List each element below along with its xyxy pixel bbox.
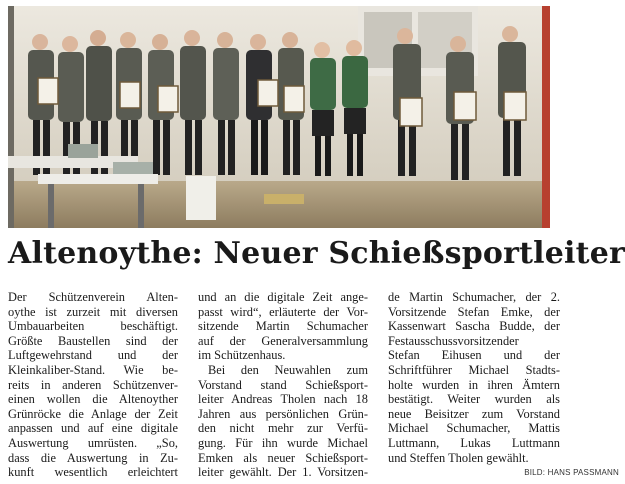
text-line: den nicht mehr zur Verfü-	[198, 421, 368, 436]
text-line: neue Beisitzer zum Vorstand	[388, 406, 560, 421]
text-line: Kleinkaliber-Stand. Wie be-	[8, 362, 178, 377]
text-line: Emken als neuer Schießsport-	[198, 450, 368, 465]
text-line: und Steffen Tholen gewählt.	[388, 450, 529, 465]
text-line: Vorsitzende Stefan Emke, der	[388, 304, 560, 319]
text-line: de Martin Schumacher, der 2.	[388, 290, 560, 304]
text-line: Schriftführer Michael Stadts-	[388, 362, 560, 377]
article-column-1	[8, 290, 178, 480]
group-photo-illustration	[8, 6, 550, 228]
text-line: Auswertung umrüsten. „So,	[8, 435, 178, 450]
photo-credit: BILD: HANS PASSMANN	[524, 468, 619, 477]
article-column-3	[388, 290, 560, 465]
text-line: Bei den Neuwahlen zum	[208, 362, 368, 377]
headline: Altenoythe: Neuer Schießsportleiter	[8, 236, 625, 271]
text-line: Jahren aus persönlichen Grün-	[198, 406, 368, 421]
text-line: im Schützenhaus.	[198, 348, 286, 363]
text-line: bestätigt. Weiter wurden als	[388, 392, 560, 407]
article-body	[8, 290, 560, 480]
text-line: auf der Generalversammlung	[198, 333, 368, 348]
text-line: leiter Andreas Tholen nach 18	[198, 392, 368, 407]
text-line: sitzende Martin Schumacher	[198, 319, 368, 334]
text-line: und an die digitale Zeit ange-	[198, 290, 368, 304]
text-line: Stefan Eihusen und der	[388, 348, 560, 363]
text-line: Vorstand stand Schießsport-	[198, 377, 368, 392]
article-column-2	[198, 290, 368, 480]
text-line: anpassen und auf eine digitale	[8, 421, 178, 436]
text-line: Umbauarbeiten beschäftigt.	[8, 319, 178, 334]
text-line: holte wurden in ihren Ämtern	[388, 377, 560, 392]
text-line: Kassenwart Sascha Budde, der	[388, 319, 560, 334]
text-line: Festausschussvorsitzender	[388, 333, 519, 348]
text-line: Grünröcke die Anlage der Zeit	[8, 406, 178, 421]
text-line: gung. Für ihn wurde Michael	[198, 435, 368, 450]
group-photo	[8, 6, 550, 228]
text-line: oythe ist zurzeit mit diversen	[8, 304, 178, 319]
text-line: dass die Auswertung in Zu-	[8, 450, 178, 465]
text-line: Luftgewehrstand und der	[8, 348, 178, 363]
text-line: einen wollen die Altenoyther	[8, 392, 178, 407]
text-line: Luttmann, Lukas Luttmann	[388, 435, 560, 450]
text-line: Der Schützenverein Alten-	[8, 290, 178, 304]
text-line: Michael Schumacher, Mattis	[388, 421, 560, 436]
text-line: kunft wesentlich erleichtert	[8, 465, 178, 480]
text-line: Größte Baustellen sind der	[8, 333, 178, 348]
text-line: reits in anderen Schützenver-	[8, 377, 178, 392]
text-line: leiter gewählt. Der 1. Vorsitzen-	[198, 465, 368, 480]
text-line: passt wird“, erläuterte der Vor-	[198, 304, 368, 319]
